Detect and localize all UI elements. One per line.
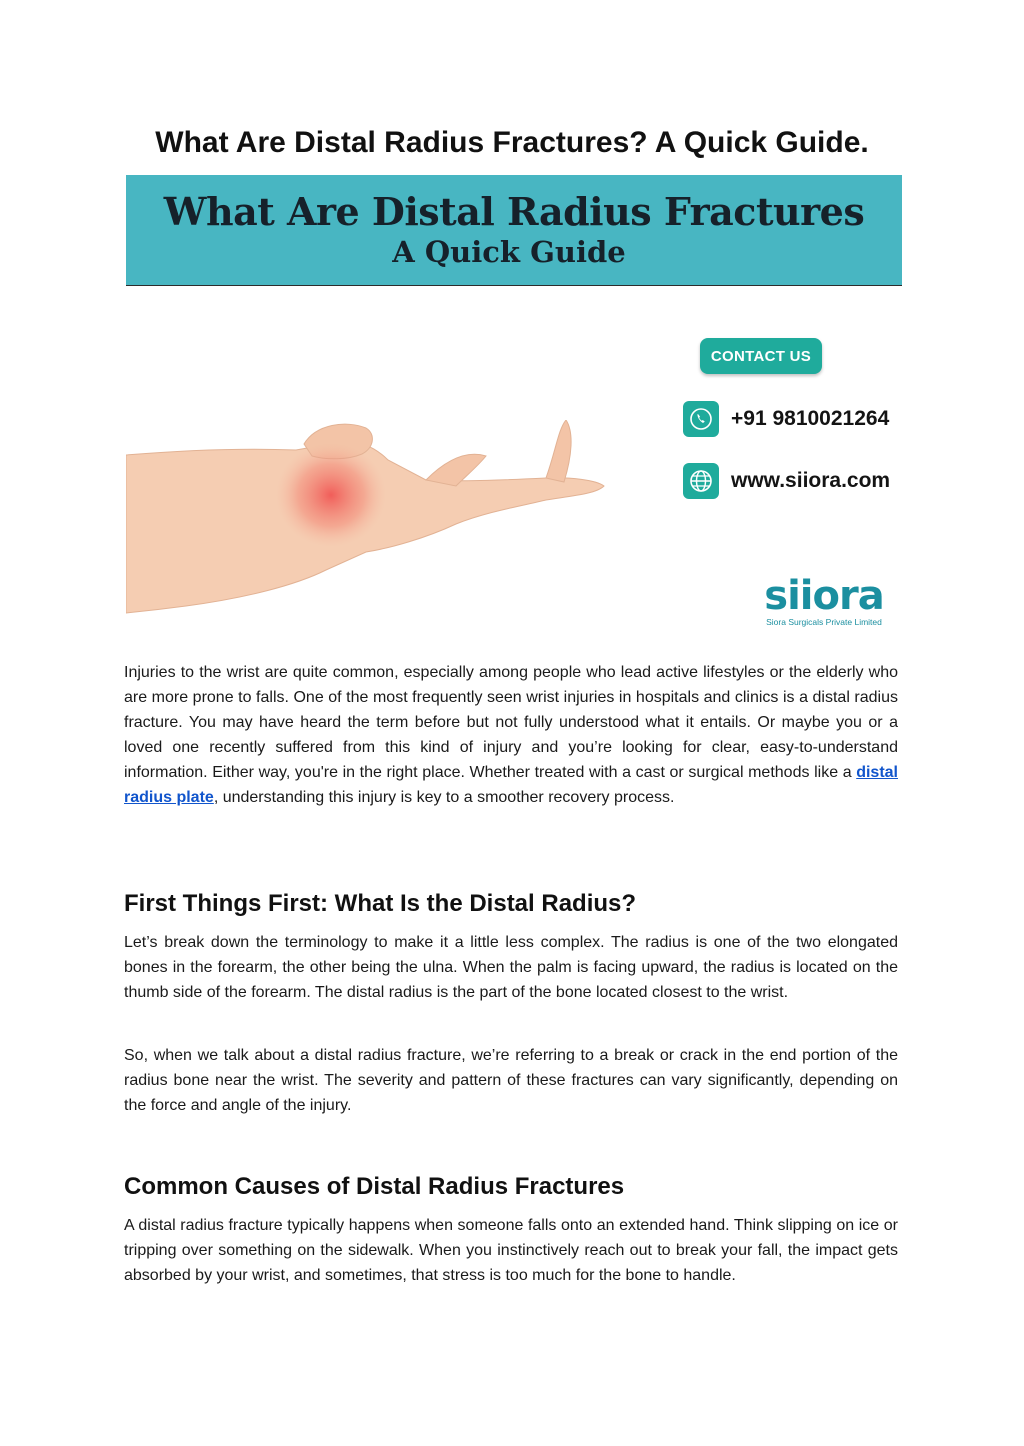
logo-tagline: Siora Surgicals Private Limited — [766, 617, 882, 627]
distal-radius-plate-link[interactable]: distal radius plate — [124, 764, 898, 806]
intro-text-end: , understanding this injury is key to a smoother recovery process. — [213, 789, 675, 806]
globe-icon — [683, 463, 719, 499]
intro-text-start: Injuries to the wrist are quite common, especially among people who lead active lifestyles or the elderly who are more prone to falls. One of the most frequently seen wrist injuries in hospitals and clinics is a distal radius fracture. You may have heard the term before but not fully understood what it entails. Or maybe you or a loved one recently suffered from this kind of injury and you’re looking for clear, easy-to-understand information. Either way, you're in the right place. Whether treated with a cast or surgical methods like a — [124, 664, 898, 781]
section-heading-causes: Common Causes of Distal Radius Fractures — [124, 1173, 625, 1200]
title-banner — [126, 175, 902, 286]
wrist-hand-illustration — [126, 420, 616, 630]
section-heading-distal-radius: First Things First: What Is the Distal Radius? — [124, 890, 637, 917]
website-url: www.siiora.com — [731, 469, 891, 492]
intro-paragraph — [124, 660, 898, 810]
banner-title: What Are Distal Radius Fractures — [163, 189, 865, 234]
banner-subtitle: A Quick Guide — [392, 235, 626, 269]
page-title: What Are Distal Radius Fractures? A Quick Guide. — [155, 126, 869, 159]
section-paragraph: A distal radius fracture typically happens when someone falls onto an extended hand. Think slipping on ice or tripping over something on the sidewalk. When you instinctively reach out to break your fall, the impact gets absorbed by your wrist, and sometimes, that stress is too much for the bone to handle. — [124, 1217, 898, 1284]
logo-wordmark: siiora — [764, 573, 884, 619]
hero-image — [126, 320, 902, 630]
contact-us-button[interactable]: CONTACT US — [700, 338, 822, 374]
phone-icon — [683, 401, 719, 437]
section-paragraph: Let’s break down the terminology to make it a little less complex. The radius is one of the two elongated bones in the forearm, the other being the ulna. When the palm is facing upward, the radius is located on the thumb side of the forearm. The distal radius is the part of the bone located closest to the wrist. — [124, 934, 898, 1001]
website-contact[interactable] — [683, 463, 890, 499]
phone-number: +91 9810021264 — [731, 407, 890, 430]
phone-contact[interactable] — [683, 401, 889, 437]
siiora-logo — [756, 575, 892, 627]
section-paragraph: So, when we talk about a distal radius fracture, we’re referring to a break or crack in the end portion of the radius bone near the wrist. The severity and pattern of these fractures can vary significantly, depending on the force and angle of the injury. — [124, 1047, 898, 1114]
